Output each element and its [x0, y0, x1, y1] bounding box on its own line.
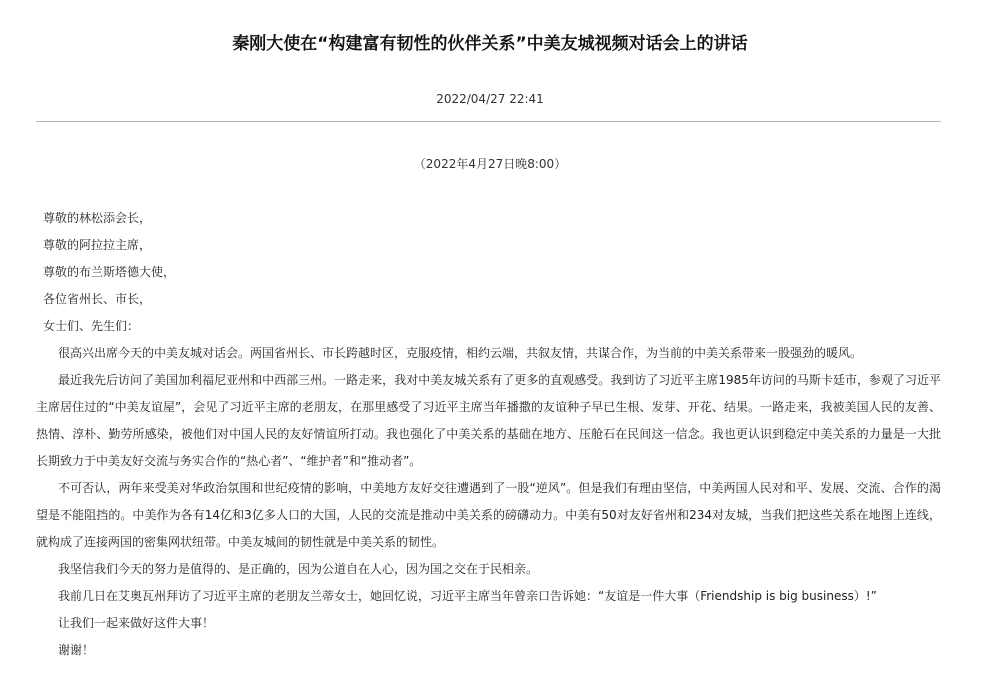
- speech-dateline: （2022年4月27日晚8:00）: [413, 157, 567, 171]
- body-paragraph: 很高兴出席今天的中美友城对话会。两国省州长、市长跨越时区，克服疫情，相约云端，共叙友情，共谋合作，为当前的中美关系带来一股强劲的暖风。: [58, 346, 863, 360]
- publish-datetime: 2022/04/27 22:41: [436, 92, 544, 106]
- body-paragraph: 谢谢！: [58, 643, 95, 657]
- article-body: [36, 205, 941, 664]
- salutation-line: 尊敬的林松添会长，: [43, 211, 152, 225]
- body-paragraph: 让我们一起来做好这件大事！: [58, 616, 215, 630]
- salutation-line: 尊敬的布兰斯塔德大使，: [43, 265, 176, 279]
- body-paragraph: 我前几日在艾奥瓦州拜访了习近平主席的老朋友兰蒂女士，她回忆说，习近平主席当年曾亲口告诉她：“友谊是一件大事（Friendship is big business）!”: [58, 589, 877, 603]
- body-paragraph: 我坚信我们今天的努力是值得的、是正确的，因为公道自在人心，因为国之交在于民相亲。: [58, 562, 539, 576]
- article-title: 秦刚大使在“构建富有韧性的伙伴关系”中美友城视频对话会上的讲话: [232, 34, 748, 54]
- body-paragraph: 最近我先后访问了美国加利福尼亚州和中西部三州。一路走来，我对中美友城关系有了更多的直观感受。我到访了习近平主席1985年访问的马斯卡廷市，参观了习近平主席居住过的“中美友谊屋”，会见了习近平主席的老朋友，在那里感受了习近平主席当年播撒的友谊种子早已生根、发芽、开花、结果。一路走来，我被美国人民的友善、热情、淳朴、勤劳所感染，被他们对中国人民的友好情谊所打动。我也强化了中美关系的基础在地方、压舱石在民间这一信念。我也更认识到稳定中美关系的力量是一大批长期致力于中美友好交流与务实合作的“热心者”、“维护者”和“推动者”。: [36, 373, 941, 468]
- salutation-line: 尊敬的阿拉拉主席，: [43, 238, 152, 252]
- body-paragraph: 不可否认，两年来受美对华政治氛围和世纪疫情的影响，中美地方友好交往遭遇到了一股“逆风”。但是我们有理由坚信，中美两国人民对和平、发展、交流、合作的渴望是不能阻挡的。中美作为各有14亿和3亿多人口的大国，人民的交流是推动中美关系的磅礴动力。中美有50对友好省州和234对友城，当我们把这些关系在地图上连线，就构成了连接两国的密集网状纽带。中美友城间的韧性就是中美关系的韧性。: [36, 481, 941, 549]
- salutation-line: 各位省州长、市长，: [43, 292, 152, 306]
- salutation-line: 女士们、先生们：: [43, 319, 140, 333]
- title-divider: [36, 121, 941, 122]
